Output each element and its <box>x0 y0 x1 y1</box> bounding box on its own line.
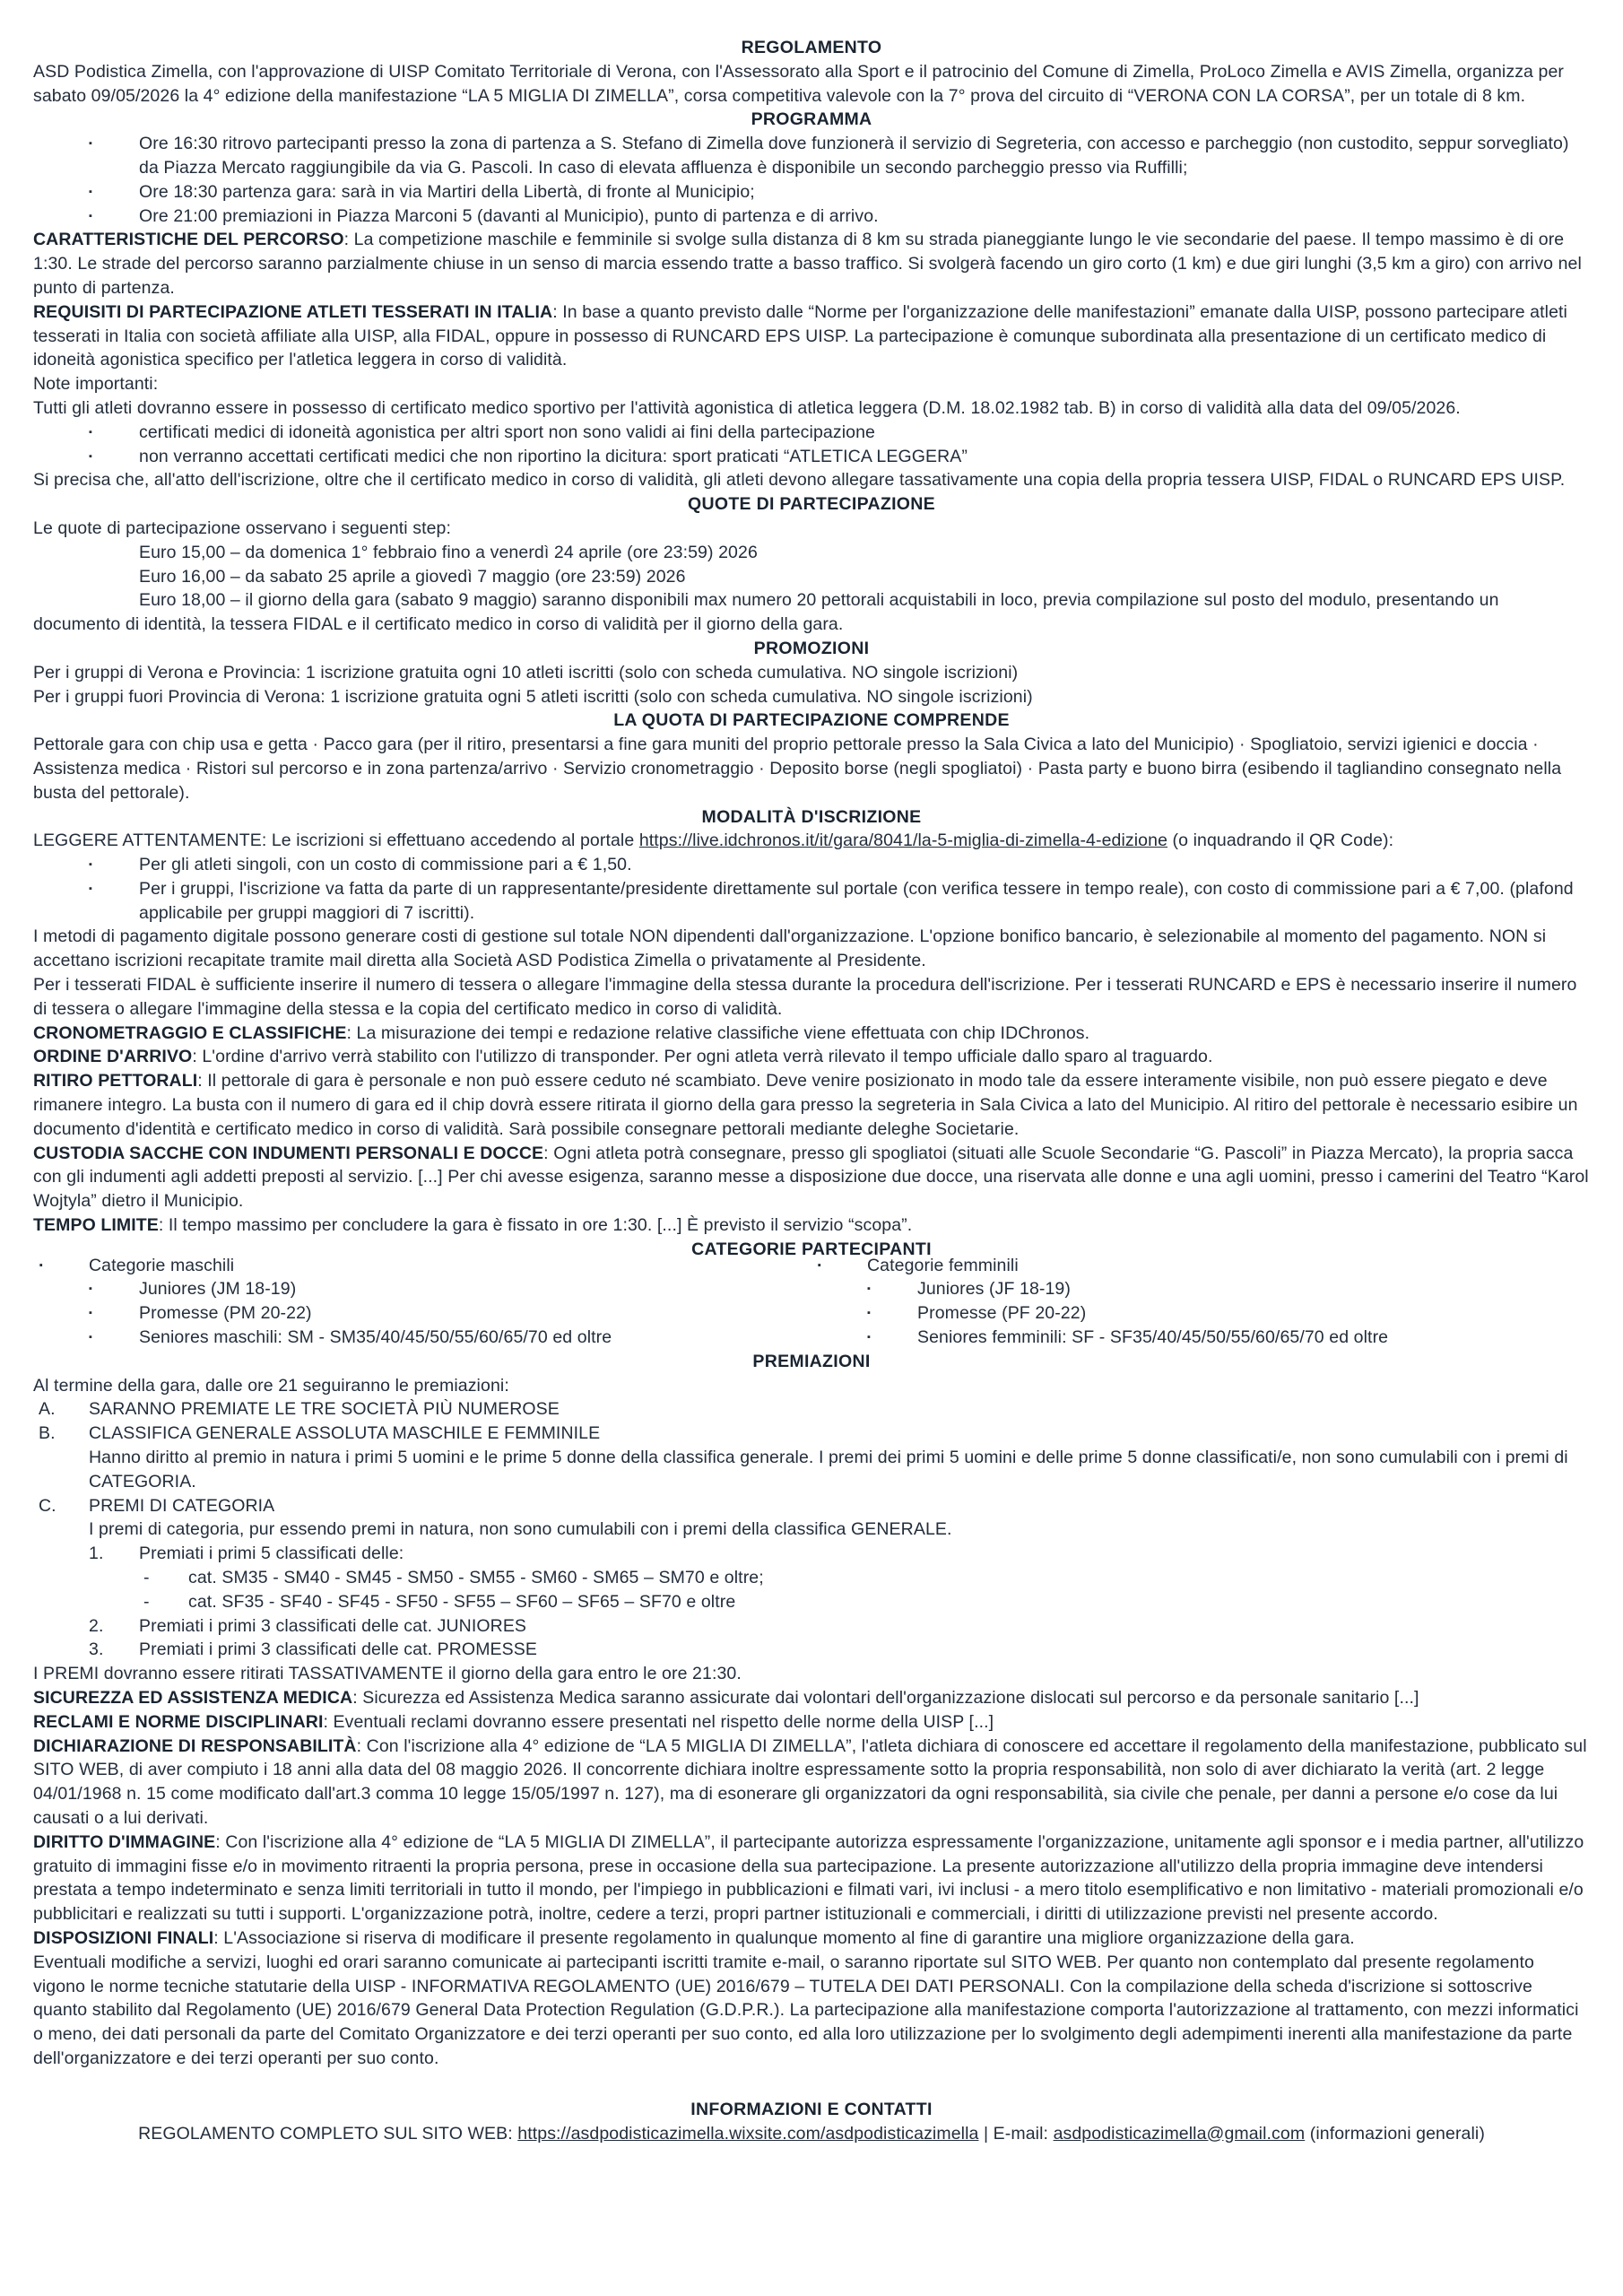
paragraph <box>33 661 1590 685</box>
list-item <box>33 1494 1590 1518</box>
list-text: cat. SF35 - SF40 - SF45 - SF50 - SF55 – SF60 – SF65 – SF70 e oltre <box>188 1591 736 1612</box>
website-link[interactable]: https://asdpodisticazimella.wixsite.com/asdpodisticazimella <box>517 2123 979 2144</box>
section-heading: PROMOZIONI <box>753 638 870 658</box>
list-text: Juniores (JF 18-19) <box>917 1279 1071 1300</box>
list-item <box>33 1542 1590 1566</box>
bullet-marker: ▪ <box>89 210 92 222</box>
text-run: (informazioni generali) <box>1305 2123 1485 2144</box>
section-heading: INFORMAZIONI E CONTATTI <box>690 2099 933 2119</box>
section-heading: QUOTE DI PARTECIPAZIONE <box>688 494 935 515</box>
paragraph <box>33 1710 1590 1735</box>
list-text: cat. SM35 - SM40 - SM45 - SM50 - SM55 - SM60 - SM65 – SM70 e oltre; <box>188 1568 764 1587</box>
list-text: non verranno accettati certificati medici che non riportino la dicitura: sport praticati “ATLETICA LEGGERA” <box>139 446 968 466</box>
paragraph <box>33 733 1590 804</box>
bullet-marker: ▪ <box>89 1308 92 1319</box>
text-run: : Eventuali reclami dovranno essere presentati nel rispetto delle norme della UISP [...] <box>323 1711 994 1732</box>
section-heading: PREMIAZIONI <box>752 1351 871 1371</box>
bullet-marker: ▪ <box>89 1283 92 1295</box>
text-run: : In base a quanto previsto dalle “Norme per l'organizzazione delle manifestazioni” emanate dalla UISP, possono partecipare atleti tesserati in Italia con società affiliate alla UISP, alla FIDAL, oppure in possesso di RUNCARD EPS UISP. La partecipazione è comunque subordinata alla presentazione di un certificato medico di idoneità agonistica specifico per l'atletica leggera in corso di validità. <box>33 301 1567 370</box>
bullet-marker: B. <box>39 1423 56 1444</box>
list-item <box>33 1638 1590 1662</box>
text-run: Al termine della gara, dalle ore 21 seguiranno le premiazioni: <box>33 1375 509 1396</box>
list-text: Hanno diritto al premio in natura i primi 5 uomini e le prime 5 donne della classifica generale. I premi dei primi 5 uomini e delle prime 5 donne classificati/e, non sono cumulabili con i premi di CATEGORIA. <box>89 1448 1568 1492</box>
text-run: : L'ordine d'arrivo verrà stabilito con l'utilizzo di transponder. Per ogni atleta verrà rilevato il tempo ufficiale dallo sparo al traguardo. <box>192 1047 1213 1067</box>
text-run: Per i tesserati FIDAL è sufficiente inserire il numero di tessera o allegare l'immagine della stessa durante la procedura dell'iscrizione. Per i tesserati RUNCARD e EPS è necessario inserire il numero di tessera o allegare l'immagine della stessa e la copia del certificato medico in corso di validità. <box>33 975 1577 1019</box>
list-item <box>33 1590 1590 1614</box>
paragraph <box>33 541 1590 565</box>
section-heading: REGOLAMENTO <box>741 38 882 57</box>
section-heading: LA QUOTA DI PARTECIPAZIONE COMPRENDE <box>613 710 1010 731</box>
text-run: | E-mail: <box>978 2123 1054 2144</box>
text-run: CRONOMETRAGGIO E CLASSIFICHE <box>33 1022 347 1043</box>
list-item <box>33 1301 812 1326</box>
list-text: Categorie femminili <box>867 1255 1019 1275</box>
categories-row <box>33 1301 1590 1326</box>
text-run: Per i gruppi di Verona e Provincia: 1 iscrizione gratuita ogni 10 atleti iscritti (solo con scheda cumulativa. NO singole iscrizioni) <box>33 662 1019 683</box>
text-run: : Con l'iscrizione alla 4° edizione de “LA 5 MIGLIA DI ZIMELLA”, il partecipante autorizza espressamente l'organizzazione, unitamente agli sponsor e i media partner, all'utilizzo gratuito di immagini fisse e/o in movimento ritraenti la propria persona, prese in occasione della sua partecipazione. La presente autorizzazione all'utilizzo della propria immagine deve intendersi prestata a tempo indeterminato e senza limiti territoriali in tutto il mondo, per l'impiego in pubblicazioni e filmati vari, ivi inclusi - a mero titolo esemplificativo e non limitativo - materiali promozionali e/o pubblicitari e realizzati su tutti i supporti. L'organizzazione potrà, inoltre, cedere a terzi, propri partner istituzionali e commerciali, i diritti di utilizzazione previsti nel presente accordo. <box>33 1831 1584 1925</box>
text-run: Note importanti: <box>33 374 159 395</box>
bullet-marker: ▪ <box>89 883 92 894</box>
text-run: DICHIARAZIONE DI RESPONSABILITÀ <box>33 1735 357 1756</box>
list-item <box>33 1326 812 1350</box>
bullet-marker: - <box>143 1591 150 1612</box>
categories-row <box>33 1326 1590 1350</box>
list-text: SARANNO PREMIATE LE TRE SOCIETÀ PIÙ NUMEROSE <box>89 1399 560 1420</box>
paragraph <box>33 60 1590 109</box>
text-run: REGOLAMENTO COMPLETO SUL SITO WEB: <box>138 2123 518 2144</box>
paragraph <box>33 829 1590 853</box>
text-run: : Il pettorale di gara è personale e non può essere ceduto né scambiato. Deve venire posizionato in modo tale da essere interamente visibile, non può essere piegato e deve rimanere integro. La busta con il numero di gara ed il chip dovrà essere ritirata il giorno della gara presso la segreteria in Sala Civica a lato del Municipio. Al ritiro del pettorale è necessario esibire un documento d'identità e certificato medico in corso di validità. Sarà possibile consegnare pettorali mediante deleghe Societarie. <box>33 1071 1578 1139</box>
bullet-marker: ▪ <box>89 426 92 438</box>
list-item <box>33 1254 812 1278</box>
bullet-marker: ▪ <box>89 1332 92 1344</box>
paragraph <box>33 2122 1590 2146</box>
paragraph <box>33 1662 1590 1686</box>
paragraph <box>33 372 1590 396</box>
list-item <box>33 1566 1590 1590</box>
paragraph <box>33 925 1590 973</box>
bullet-marker: ▪ <box>89 450 92 462</box>
text-run: CARATTERISTICHE DEL PERCORSO <box>33 230 344 250</box>
text-run: DIRITTO D'IMMAGINE <box>33 1831 216 1852</box>
list-item <box>33 204 1590 229</box>
paragraph <box>33 1686 1590 1710</box>
list-text: Seniores maschili: SM - SM35/40/45/50/55/60/65/70 ed oltre <box>139 1327 612 1348</box>
categories-left-column <box>33 1277 812 1301</box>
list-item <box>33 1446 1590 1494</box>
bullet-marker: ▪ <box>867 1283 871 1295</box>
list-item <box>33 132 1590 180</box>
categories-right-column <box>812 1326 1590 1350</box>
categories-right-column <box>812 1301 1590 1326</box>
list-item <box>33 1422 1590 1446</box>
text-run: Euro 15,00 – da domenica 1° febbraio fino a venerdì 24 aprile (ore 23:59) 2026 <box>139 542 758 562</box>
bullet-marker: ▪ <box>89 186 92 197</box>
paragraph <box>33 973 1590 1022</box>
paragraph <box>33 1022 1590 1046</box>
list-text: PREMI DI CATEGORIA <box>89 1495 275 1516</box>
bullet-marker: ▪ <box>89 859 92 871</box>
bullet-marker: 1. <box>89 1544 104 1564</box>
bullet-marker: - <box>143 1568 150 1587</box>
list-text: CLASSIFICA GENERALE ASSOLUTA MASCHILE E FEMMINILE <box>89 1423 601 1444</box>
list-text: Per gli atleti singoli, con un costo di commissione pari a € 1,50. <box>139 855 632 875</box>
section-heading: CATEGORIE PARTECIPANTI <box>691 1239 932 1259</box>
paragraph <box>33 1951 1590 2071</box>
list-text: Promesse (PM 20-22) <box>139 1303 312 1324</box>
list-item <box>33 1397 1590 1422</box>
list-item <box>812 1277 1590 1301</box>
list-item <box>33 1277 812 1301</box>
bullet-marker: 2. <box>89 1615 104 1636</box>
text-run: : L'Associazione si riserva di modificare il presente regolamento in qualunque momento al fine di garantire una migliore organizzazione della gara. <box>213 1927 1355 1948</box>
paragraph <box>33 1374 1590 1398</box>
paragraph <box>33 1831 1590 1926</box>
section-heading: MODALITÀ D'ISCRIZIONE <box>701 806 922 827</box>
bullet-marker: 3. <box>89 1639 104 1660</box>
categories-left-column <box>33 1254 812 1278</box>
paragraph <box>33 468 1590 492</box>
paragraph <box>33 1045 1590 1069</box>
list-item <box>812 1254 1590 1278</box>
paragraph <box>33 1926 1590 1951</box>
text-run: Euro 18,00 – il giorno della gara (sabato 9 maggio) saranno disponibili max numero 20 pettorali acquistabili in loco, previa compilazione sul posto del modulo, presentando un documento di identità, la tessera FIDAL e il certificato medico in corso di validità per il giorno della gara. <box>33 590 1499 635</box>
paragraph <box>33 517 1590 541</box>
bullet-marker: · <box>817 1255 823 1275</box>
portal-link[interactable]: https://live.idchronos.it/it/gara/8041/la-5-miglia-di-zimella-4-edizione <box>638 831 1168 851</box>
list-item <box>33 1614 1590 1639</box>
categories-left-column <box>33 1326 812 1350</box>
list-text: Premiati i primi 3 classificati delle cat. PROMESSE <box>139 1639 537 1660</box>
list-text: Promesse (PF 20-22) <box>917 1303 1087 1324</box>
text-run: Le quote di partecipazione osservano i seguenti step: <box>33 517 452 538</box>
text-run: : La misurazione dei tempi e redazione relative classifiche viene effettuata con chip IDChronos. <box>346 1022 1090 1043</box>
text-run: REQUISITI DI PARTECIPAZIONE ATLETI TESSERATI IN ITALIA <box>33 301 553 322</box>
text-run: TEMPO LIMITE <box>33 1215 159 1236</box>
text-run: : Ogni atleta potrà consegnare, presso gli spogliatoi (situati alle Scuole Secondarie “G. Pascoli” in Piazza Mercato), la propria sacca con gli indumenti agli addetti preposti al servizio. [...] Per chi avesse esigenza, saranno messe a disposizione due docce, una riservata alle donne e una agli uomini, presso i camerini del Teatro “Karol Wojtyla” dietro il Municipio. <box>33 1143 1589 1212</box>
categories-row <box>33 1277 1590 1301</box>
paragraph <box>33 228 1590 300</box>
categories-right-column <box>812 1254 1590 1278</box>
categories-left-column <box>33 1301 812 1326</box>
bullet-marker: A. <box>39 1399 56 1420</box>
list-item <box>33 1518 1590 1542</box>
list-item <box>812 1326 1590 1350</box>
text-run: : Il tempo massimo per concludere la gara è fissato in ore 1:30. [...] È previsto il servizio “scopa”. <box>158 1215 913 1236</box>
text-run: Tutti gli atleti dovranno essere in possesso di certificato medico sportivo per l'attività agonistica di atletica leggera (D.M. 18.02.1982 tab. B) in corso di validità alla data del 09/05/2026. <box>33 397 1461 418</box>
list-text: Premiati i primi 3 classificati delle cat. JUNIORES <box>139 1615 527 1636</box>
list-item <box>33 877 1590 926</box>
list-item <box>812 1301 1590 1326</box>
bullet-marker: C. <box>39 1495 56 1516</box>
list-text: Juniores (JM 18-19) <box>139 1279 297 1300</box>
list-text: Premiati i primi 5 classificati delle: <box>139 1544 404 1564</box>
text-run: : La competizione maschile e femminile si svolge sulla distanza di 8 km su strada pianeggiante lungo le vie secondarie del paese. Il tempo massimo è di ore 1:30. Le strade del percorso saranno parzialmente chiuse in un senso di marcia essendo tratte a basso traffico. Si svolgerà facendo un giro corto (1 km) e due giri lunghi (3,5 km a giro) con arrivo nel punto di partenza. <box>33 230 1582 298</box>
list-text: Ore 18:30 partenza gara: sarà in via Martiri della Libertà, di fronte al Municipio; <box>139 181 755 202</box>
paragraph <box>33 1069 1590 1141</box>
paragraph <box>33 588 1590 637</box>
bullet-marker: · <box>39 1255 45 1275</box>
list-item <box>33 853 1590 877</box>
paragraph <box>33 1735 1590 1831</box>
text-run: (o inquadrando il QR Code): <box>1167 831 1394 851</box>
paragraph <box>33 1213 1590 1238</box>
section-heading: PROGRAMMA <box>751 109 872 130</box>
categories-right-column <box>812 1277 1590 1301</box>
list-text: Seniores femminili: SF - SF35/40/45/50/55/60/65/70 ed oltre <box>917 1327 1389 1348</box>
list-text: certificati medici di idoneità agonistica per altri sport non sono validi ai fini della partecipazione <box>139 422 875 442</box>
spacer <box>33 2071 1590 2098</box>
text-run: Per i gruppi fuori Provincia di Verona: 1 iscrizione gratuita ogni 5 atleti iscritti (solo con scheda cumulativa. NO singole iscrizioni) <box>33 686 1033 707</box>
paragraph <box>33 300 1590 372</box>
paragraph <box>33 685 1590 709</box>
list-item <box>33 421 1590 445</box>
text-run: Euro 16,00 – da sabato 25 aprile a giovedì 7 maggio (ore 23:59) 2026 <box>139 566 686 587</box>
text-run: SICUREZZA ED ASSISTENZA MEDICA <box>33 1687 353 1708</box>
paragraph <box>33 396 1590 421</box>
text-run: Si precisa che, all'atto dell'iscrizione, oltre che il certificato medico in corso di validità, gli atleti devono allegare tassativamente una copia della propria tessera UISP, FIDAL o RUNCARD EPS UISP. <box>33 470 1566 491</box>
list-text: I premi di categoria, pur essendo premi in natura, non sono cumulabili con i premi della classifica GENERALE. <box>89 1519 952 1540</box>
text-run: I metodi di pagamento digitale possono generare costi di gestione sul totale NON dipendenti dall'organizzazione. L'opzione bonifico bancario, è selezionabile al momento del pagamento. NON si accettano iscrizioni recapitate tramite mail diretta alla Società ASD Podistica Zimella o privatamente al Presidente. <box>33 926 1547 971</box>
text-run: DISPOSIZIONI FINALI <box>33 1927 214 1948</box>
list-item <box>33 445 1590 469</box>
text-run: RECLAMI E NORME DISCIPLINARI <box>33 1711 324 1732</box>
text-run: Pettorale gara con chip usa e getta · Pacco gara (per il ritiro, presentarsi a fine gara muniti del proprio pettorale presso la Sala Civica a lato del Municipio) · Spogliatoio, servizi igienici e doccia · Assistenza medica · Ristori sul percorso e in zona partenza/arrivo · Servizio cronometraggio · Deposito borse (negli spogliatoi) · Pasta party e buono birra (esibendo il tagliandino consegnato nella busta del pettorale). <box>33 735 1562 803</box>
list-text: Ore 21:00 premiazioni in Piazza Marconi 5 (davanti al Municipio), punto di partenza e di arrivo. <box>139 205 879 226</box>
text-run: : Con l'iscrizione alla 4° edizione de “LA 5 MIGLIA DI ZIMELLA”, l'atleta dichiara di conoscere ed accettare il regolamento della manifestazione, pubblicato sul SITO WEB, di aver compiuto i 18 anni alla data del 08 maggio 2026. Il concorrente dichiara inoltre espressamente sotto la propria responsabilità, non solo di aver dichiarato la verità (art. 2 legge 04/01/1968 n. 15 come modificato dall'art.3 comma 10 legge 15/05/1997 n. 127), ma di esonerare gli organizzatori da ogni responsabilità, sia civile che penale, per danni a persone e/o cose da lui causati o a lui derivati. <box>33 1735 1587 1828</box>
text-run: Eventuali modifiche a servizi, luoghi ed orari saranno comunicate ai partecipanti iscritti tramite e-mail, o saranno riportate sul SITO WEB. Per quanto non contemplato dal presente regolamento vigono le norme tecniche statutarie della UISP - INFORMATIVA REGOLAMENTO (UE) 2016/679 – TUTELA DEI DATI PERSONALI. Con la compilazione della scheda d'iscrizione si sottoscrive quanto stabilito dal Regolamento (UE) 2016/679 General Data Protection Regulation (G.D.P.R.). La partecipazione alla manifestazione comporta l'autorizzazione al trattamento, con mezzi informatici o meno, dei dati personali da parte del Comitato Organizzatore e dei terzi operanti per suo conto, ed alla loro utilizzazione per lo svolgimento degli adempimenti inerenti alla manifestazione da parte dell'organizzatore e dei terzi operanti per suo conto. <box>33 1952 1579 2068</box>
paragraph <box>33 1142 1590 1213</box>
categories-row <box>33 1254 1590 1278</box>
text-run: : Sicurezza ed Assistenza Medica saranno assicurate dai volontari dell'organizzazione dislocati sul percorso e da personale sanitario [...] <box>352 1687 1419 1708</box>
bullet-marker: ▪ <box>89 138 92 150</box>
list-text: Ore 16:30 ritrovo partecipanti presso la zona di partenza a S. Stefano di Zimella dove funzionerà il servizio di Segreteria, con accesso e parcheggio (non custodito, seppur sorvegliato) da Piazza Mercato raggiungibile da via G. Pascoli. In caso di elevata affluenza è disponibile un secondo parcheggio presso via Ruffilli; <box>139 134 1569 178</box>
text-run: CUSTODIA SACCHE CON INDUMENTI PERSONALI E DOCCE <box>33 1143 544 1163</box>
email-link[interactable]: asdpodisticazimella@gmail.com <box>1053 2123 1306 2144</box>
list-text: Categorie maschili <box>89 1255 235 1275</box>
text-run: RITIRO PETTORALI <box>33 1071 198 1091</box>
text-run: I PREMI dovranno essere ritirati TASSATIVAMENTE il giorno della gara entro le ore 21:30. <box>33 1664 742 1684</box>
list-item <box>33 180 1590 204</box>
text-run: ORDINE D'ARRIVO <box>33 1047 193 1067</box>
list-text: Per i gruppi, l'iscrizione va fatta da parte di un rappresentante/presidente direttamente sul portale (con verifica tessere in tempo reale), con costo di commissione pari a € 7,00. (plafond applicabile per gruppi maggiori di 7 iscritti). <box>139 878 1574 923</box>
paragraph <box>33 565 1590 589</box>
text-run: ASD Podistica Zimella, con l'approvazione di UISP Comitato Territoriale di Verona, con l'Assessorato alla Sport e il patrocinio del Comune di Zimella, ProLoco Zimella e AVIS Zimella, organizza per sabato 09/05/2026 la 4° edizione della manifestazione “LA 5 MIGLIA DI ZIMELLA”, corsa competitiva valevole con la 7° prova del circuito di “VERONA CON LA CORSA”, per un totale di 8 km. <box>33 61 1564 106</box>
bullet-marker: ▪ <box>867 1332 871 1344</box>
bullet-marker: ▪ <box>867 1308 871 1319</box>
text-run: LEGGERE ATTENTAMENTE: Le iscrizioni si effettuano accedendo al portale <box>33 831 639 851</box>
